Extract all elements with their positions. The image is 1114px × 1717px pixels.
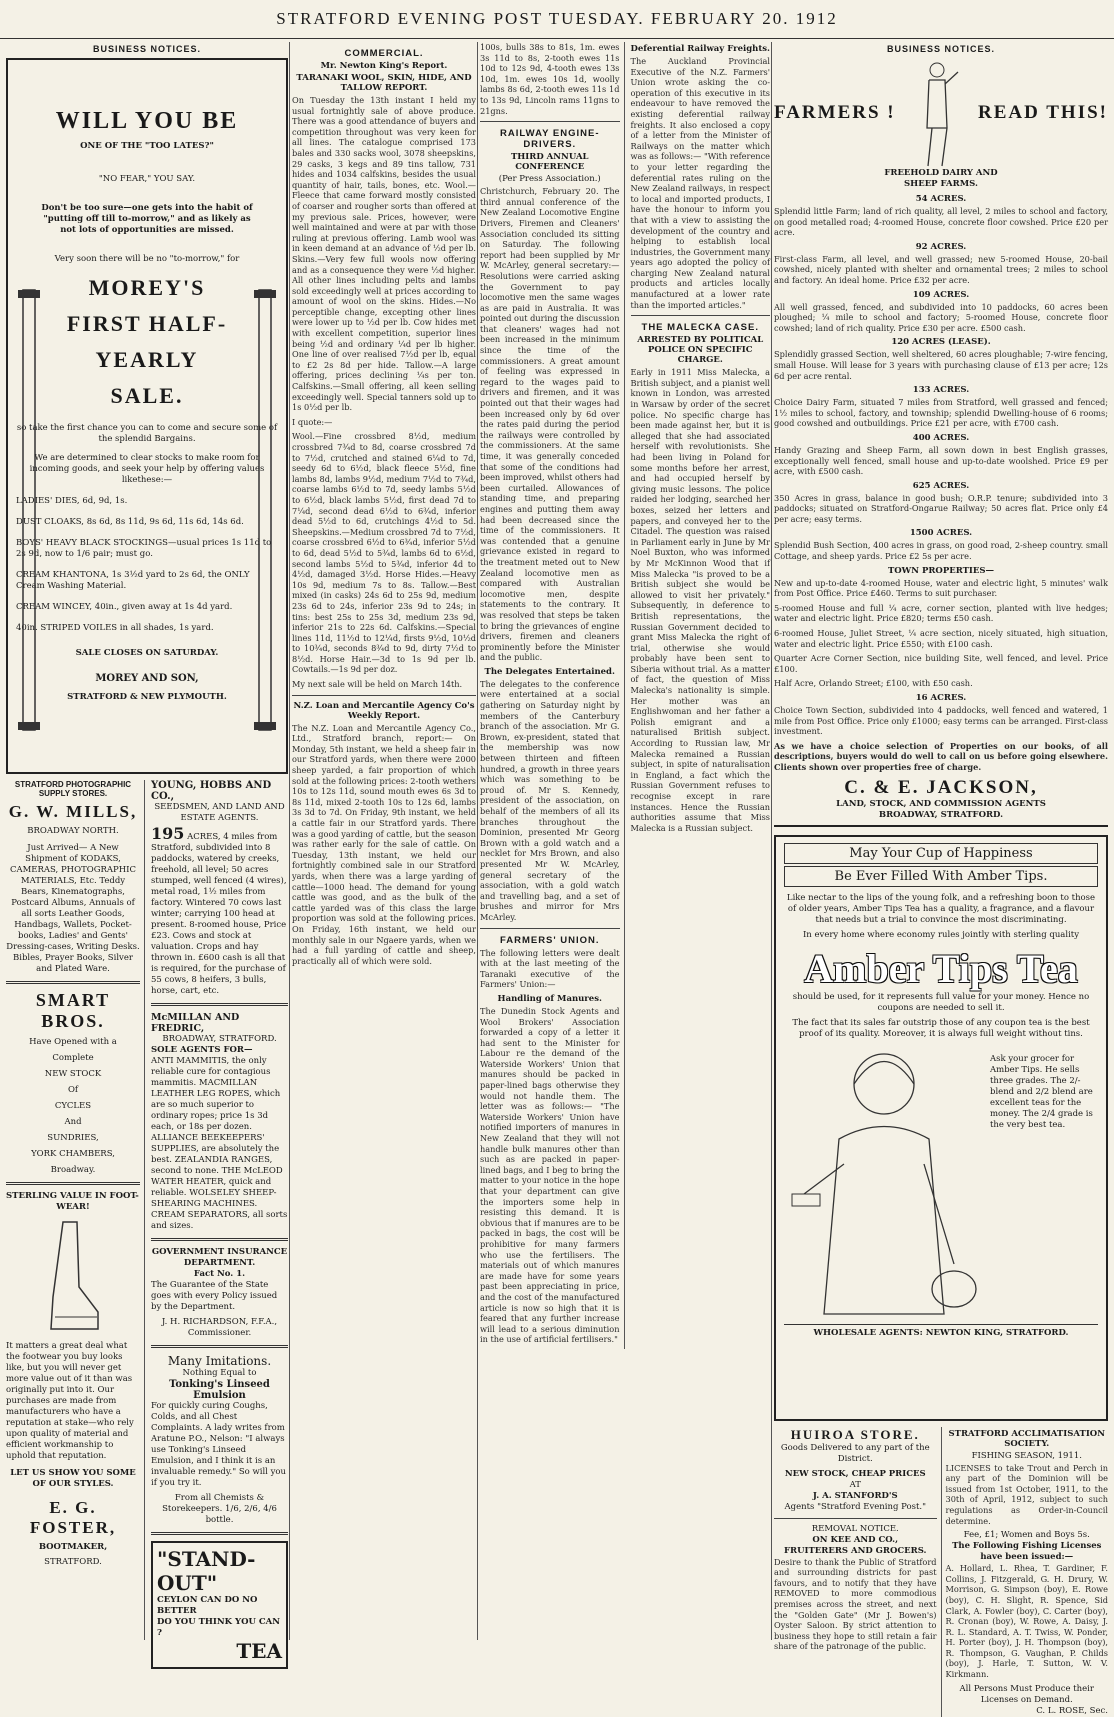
morey-no-fear: "NO FEAR," YOU SAY.	[98, 174, 196, 184]
column-rule	[771, 42, 772, 1640]
smart-line: Broadway.	[50, 1165, 96, 1175]
pillar-right-icon	[250, 290, 280, 730]
accl-head: STRATFORD ACCLIMATISATION SOCIETY.	[948, 1428, 1105, 1449]
town-item: 6-roomed House, Juliet Street, ¼ acre section, nicely situated, high situation, water and electric light. Price £550; with £100 cash.	[774, 628, 1108, 649]
listing-desc: 350 Acres in grass, balance in good bush; O.R.P. tenure; subdivided into 3 paddocks; situated on Stratford-Ongarue Railway; 50 acres flat. Price only £4 per acre; easy terms.	[774, 492, 1108, 524]
morey-items	[16, 496, 278, 634]
morey-advert	[6, 58, 288, 774]
accl-fee: Fee, £1; Women and Boys 5s.	[963, 1530, 1090, 1541]
smart-name: SMART BROS.	[35, 990, 111, 1031]
malecka-head: THE MALECKA CASE.	[641, 322, 759, 334]
farmers-body: The following letters were dealt with at the last meeting of the Taranaki executive of the Farmers' Union:—	[480, 947, 620, 990]
morey-warn: Don't be too sure—one gets into the habit of "putting off till to-morrow," and as likely as not lots of opportunities are missed.	[41, 203, 253, 235]
govt-role: Commissioner.	[187, 1328, 252, 1338]
foster-show: LET US SHOW YOU SOME OF OUR STYLES.	[10, 1468, 136, 1489]
column-4	[774, 42, 1109, 1716]
railway-sub: THIRD ANNUAL CONFERENCE	[510, 152, 589, 173]
morey-item: CREAM KHANTONA, 1s 3½d yard to 2s 6d, the ONLY Cream Washing Material.	[16, 570, 250, 591]
railway-body: Christchurch, February 20. The third annual conference of the New Zealand Locomotive Engine Drivers, Firemen and Cleaners' Association concluded its sitting on Saturday. The following report had been supplied by Mr W. McArley, general secretary:— Resolutions were carried asking the Government to pay locomotive men the same wages as are paid in Australia. It was pointed out during the discussion that cleaners' wages had not been increased in the minimum since the time of the commissioners. A great amount of feeling was expressed in regard to the wages paid to drivers and firemen, and it was pointed out that their wages had been increased only by 6d over the rates paid during the period the railways were controlled by the commissioners. At the same time, it was generally conceded that some of the conditions had been improved, whilst others had been curtailed. Allowances of standing time, and preparing engines and putting them away had been decreased since the time of the commissioners. It was contended that a genuine grievance existed in regard to the treatment meted out to New Zealand locomotive men as compared with Australian locomotive men, despite statements to the contrary. It was resolved that steps be taken to bring the grievances of engine drivers, firemen and cleaners prominently before the Minister and the public.	[480, 186, 620, 663]
tonking-from: From all Chemists & Storekeepers. 1/6, 2/6, 4/6 bottle.	[162, 1493, 277, 1525]
amber-every: In every home where economy rules jointly with sterling quality	[802, 929, 1080, 940]
town-item: New and up-to-date 4-roomed House, water and electric light, 5 minutes' walk from Post Office. Price £460. Terms to suit purchaser.	[774, 577, 1108, 599]
young-name: YOUNG, HOBBS AND CO.,	[151, 780, 272, 802]
mcmillan-body: ANTI MAMMITIS, the only reliable cure for contagious mammitis. MACMILLAN LEATHER LEG ROPES, which are so much superior to ordinary ropes; price 1s 3d each, or 18s per dozen. ALLIANCE BEEKEEPERS' SUPPLIES, are absolutely the best. ZEALANDIA RANGES, second to none. THE McLEOD WATER HEATER, quick and reliable. WOLSELEY SHEEP-SHEARING MACHINES. CREAM SEPARATORS, all sorts and sizes.	[151, 1056, 288, 1231]
column-rule	[289, 42, 290, 1640]
amber-tips-advert	[774, 835, 1108, 1421]
commercial-body: On Tuesday the 13th instant I held my usual fortnightly sale of above produce. There was a good attendance of buyers and competition throughout was very keen for all lines. The catalogue comprised 173 bales and 330 sacks wool, 3078 sheepskins, 29 casks, 3 kegs and 89 tins tallow, 731 hides and 1034 calfskins, besides the usual quantity of hair, tails, bones, etc. Wool.—Fleece that came forward mostly consisted of coarser and rougher sorts than offered at my previous sale. Prices, however, were well maintained and were at par with those ruling at previous offering. Lamb wool was in keen demand at an advance of ½d per lb. Skins.—Very few full wools now offering and as a consequence they were ½d higher. All other lines including pelts and lambs sold exceedingly well at prices according to amount of wool on the skins. Hides.—No perceptible change, excepting other lines were lower up to ½d per lb. Cow hides met with excellent competition, superior lines being ½d and ordinary ¼d per lb higher. One line of over realised 7½d per lb, equal to £2 2s 8d per hide. Tallow.—A large offering, prices declining ¼s per ton. Calfskins.—Small offering, all keen selling exceedingly well. Special tanners sold up to 1s 0½d per lb.	[292, 95, 476, 413]
mcmillan-name: McMILLAN AND FREDRIC,	[151, 1012, 240, 1034]
listing-acres: 400 ACRES.	[912, 432, 970, 443]
malecka-body: Early in 1911 Miss Malecka, a British subject, and a pianist well known in London, was arrested in Warsaw by order of the secret police. No specific charge has been made against her, but it is alleged that she had associated herself with revolutionists. She had been living in Poland for some months before her arrest, and had occupied herself by giving music lessons. The police raided her lodging, searched her boxes, seized her letters and papers, and conveyed her to the Citadel. The question was raised in Parliament early in June by Mr Noel Buxton, who was informed by Mr McKinnon Wood that if Miss Malecka "is proved to be a British subject she would be allowed to visit her privately." Subsequently, in deference to British representations, the Russian Government decided to grant Miss Malecka the right of trial, otherwise she would probably have been sent to Siberia without trial. As a matter of fact, the question of Miss Malecka's nationality is simple. Her mother was an Englishwoman and her father a Polish emigrant and a naturalised British subject. According to Russian law, Mr Malecka remained a Russian subject, in spite of naturalisation in England, a fact which the Russian Government refuses to recognise except in rare instances. Hence the Russian authorities assume that Miss Malecka is a Russian subject.	[630, 367, 770, 833]
railway-head: RAILWAY ENGINE-DRIVERS.	[500, 128, 600, 151]
morey-determined: We are determined to clear stocks to make room for incoming goods, and seek your help by offering values likethese:—	[29, 453, 265, 485]
accl-footer: All Persons Must Produce their Licenses on Demand.	[959, 1683, 1094, 1705]
onkee-trade: FRUITERERS AND GROCERS.	[783, 1545, 927, 1556]
govt-fact: Fact No. 1.	[193, 1269, 246, 1279]
smart-line: SUNDRIES,	[47, 1133, 99, 1143]
govt-head: GOVERNMENT INSURANCE DEPARTMENT.	[151, 1247, 288, 1268]
morey-item: LADIES' DIES, 6d, 9d, 1s.	[16, 496, 128, 506]
young-body: ACRES, 4 miles from Stratford, subdivided into 8 paddocks, watered by creeks, freehold, all level; 50 acres stumped, well fenced (4 wires), metal road, 1½ miles from factory. Wintered 70 cows last winter; carrying 100 head at present. 8-roomed house, Price £23. Cows and stock at valuation. Crops and hay thrown in. £600 cash is all that is required, for the purchase of 55 cows, 8 heifers, 3 bulls, horse, cart, etc.	[151, 832, 287, 996]
railway-assoc: (Per Press Association.)	[498, 174, 601, 185]
listing-desc: Splendidly grassed Section, well sheltered, 60 acres ploughable; 7-wire fencing, small House. Will lease for 3 years with purchasing clause of £13 per acre; 12s 6d per acre rental.	[774, 349, 1109, 381]
mills-kicker: STRATFORD PHOTOGRAPHIC SUPPLY STORES.	[14, 780, 132, 798]
listing-desc: All well grassed, fenced, and subdivided into 10 paddocks, 60 acres been ploughed; ¼ mile to school and factory; 5-roomed House, concrete floor cowshed; land of rich quality. Price £30 per acre. £500 cash.	[774, 301, 1108, 333]
farmers-sub: Handling of Manures.	[497, 993, 602, 1004]
smart-line: And	[64, 1117, 82, 1127]
listing-acres: 54 ACRES.	[915, 194, 967, 204]
amber-line-1: May Your Cup of Happiness	[784, 843, 1098, 864]
listing-desc: Splendid Bush Section, 400 acres in grass, on good road, 2-sheep country. small Cottage, and sheep yards. Price £2 5s per acre.	[774, 540, 1108, 562]
huiroa-agents: Agents "Stratford Evening Post."	[784, 1501, 926, 1512]
commercial-sub2: TARANAKI WOOL, SKIN, HIDE, AND TALLOW REPORT.	[296, 73, 472, 93]
morey-sub: ONE OF THE "TOO LATES?"	[80, 141, 214, 151]
standout-think: DO YOU THINK YOU CAN ?	[157, 1617, 281, 1638]
smart-line: CYCLES	[54, 1101, 92, 1111]
listing-acres: 1500 ACRES.	[909, 528, 973, 539]
removal-notice: REMOVAL NOTICE.	[811, 1523, 899, 1534]
listing-acres: 92 ACRES.	[915, 241, 967, 252]
farmers-body2: The Dunedin Stock Agents and Wool Brokers' Association forwarded a copy of a letter it had sent to the Minister for Labour re the demand of the Waterside Workers' Union that manures should be packed in paper-lined bags otherwise they would not handle them. The letter was as follows:— "The Waterside Workers' Union have notified importers of manures in New Zealand that they will not handle bulk manures other than such as are packed in paper-lined bags, and I beg to bring the matter to your notice in the hope that your department can give the importers some help in resisting this demand. It is obvious that if manures are to be packed in bags, the cost will be prohibitive for many farmers who use the fertilisers. The materials out of which manures are made have for some years past been appreciating in price, and the cost of the manufactured article is now so high that it is feared that any further increase will lead to a serious diminution in the use of artificial fertilisers."	[480, 1005, 620, 1345]
commercial-head: COMMERCIAL.	[344, 48, 424, 59]
malecka-sub: ARRESTED BY POLITICAL POLICE ON SPECIFIC CHARGE.	[637, 335, 764, 366]
morey-headline: WILL YOU BE	[55, 108, 239, 134]
jackson-read: READ THIS!	[978, 102, 1108, 123]
onkee-body: Desire to thank the Public of Stratford and surrounding districts for past favours, and to notify that they have REMOVED to more commodious premises across the street, and next the "Golden Gate" (Mr J. Bowen's) Oyster Saloon. By strict attention to business they hope to still retain a fair share of the patronage of the public.	[774, 1556, 937, 1652]
man-pointing-illustration-icon	[915, 58, 959, 168]
morey-soon: Very soon there will be no "to-morrow," for	[54, 254, 240, 264]
mills-name: G. W. MILLS,	[8, 802, 138, 821]
morey-towns: STRATFORD & NEW PLYMOUTH.	[67, 692, 227, 702]
jackson-sub-1: FREEHOLD DAIRY AND	[884, 168, 998, 178]
accl-names: A. Hollard, L. Rhea, T. Gardiner, F. Collins, J. Fitzgerald, G. H. Drury, W. Morrison, G. Simpson (boy), E. Rowe (boy), C. H. Slight, R. Spence, Sid Clark, A. Fowler (boy), C. Carter (boy), R. Cronan (boy), W. Rowe, A. Daisy, J. R. L. Standard, A. T. Twiss, W. Ponder, H. Porter (boy), J. H. Thompson (boy), R. Thompson, G. Vaughan, P. Childs (boy), J. Harle, T. Sutton, W. V. Kirkmann.	[945, 1563, 1108, 1680]
huiroa-name: J. A. STANFORD'S	[812, 1490, 898, 1501]
standout-stand: "STAND-	[157, 1547, 256, 1571]
jackson-advert	[774, 58, 1108, 827]
acres16-desc: Choice Town Section, subdivided into 4 paddocks, well fenced and watered, 1 mile from Post Office. Price only £1000; easy terms can be arranged. First-class investment.	[774, 705, 1108, 737]
young-num: 195	[151, 824, 185, 843]
nz-loan-body: The N.Z. Loan and Mercantile Agency Co., Ltd., Stratford branch, report:— On Monday, 5th instant, we held a sheep fair in our Stratford yards, when there were 2000 sheep yarded, a fair proportion of which sold at the following prices: 2-tooth wethers 10s to 12s 11d, sound mouth ewes 6s 3d to 8s 11d, mixed 2-tooth 10s to 12s 6d, lambs 3s 3d to 7d. On Friday, 9th instant, we held a cattle fair in our Stratford yards. There was a good yarding of cattle, but the season was rather early for the sale of cattle. On Tuesday, 13th instant, we held our fortnightly combined sale in our Stratford yards, when there was a large yarding of cattle—1000 head. The demand for young cattle was good, and as the bulk of the cattle yarded was of this class the large proportion was sold at the following prices. On Friday, 16th instant, we held our monthly sale in our Ngaere yards, when we had a full yarding of cattle and sheep, practically all of which were sold.	[292, 722, 476, 966]
amber-ask: Ask your grocer for Amber Tips. He sells three grades. The 2/- blend and 2/2 blend are excellent teas for the money. The 2/4 grade is the very best tea.	[990, 1053, 1093, 1130]
morey-item: DUST CLOAKS, 8s 6d, 8s 11d, 9s 6d, 11s 6d, 14s 6d.	[16, 517, 244, 527]
mills-body: Just Arrived— A New Shipment of KODAKS, CAMERAS, PHOTOGRAPHIC MATERIALS, Etc. Teddy Bears, Kinematographs, Postcard Albums, Annuals of all sorts Leather Goods, Handbags, Wallets, Pocket-books, Ladies' and Gents' Dressing-cases, Writing Desks. Bibles, Prayer Books, Silver and Plated Ware.	[6, 843, 140, 974]
morey-title-4: SALE.	[110, 383, 184, 408]
foster-head-2: WEAR!	[56, 1202, 90, 1212]
foster-town: STRATFORD.	[44, 1557, 102, 1567]
smart-lines	[6, 1037, 140, 1176]
tonking-head: Many Imitations.	[167, 1354, 272, 1368]
railway-body2: The delegates to the conference were entertained at a social gathering on Saturday night by members of the Canterbury branch of the association. Mr G. Brown, ex-president, stated that the membership was now between thirteen and fifteen hundred, a growth in three years which was something to be proud of. Mr S. Kennedy, president of the association, on behalf of the members of all its branches throughout the Dominion, presented Mr Georg Brown with a gold watch and a necklet for Mrs Brown, and also presented Mr W. McArley, general secretary of the association, with a gold watch and travelling bag, and a set of brushes and mirror for Mrs McArley.	[480, 678, 620, 922]
accl-sec: C. L. ROSE, Sec.	[1036, 1705, 1108, 1716]
huiroa-head: HUIROA STORE.	[790, 1426, 920, 1442]
amber-should: should be used, for it represents full value for your money. Hence no coupons are needed to sell it.	[792, 991, 1090, 1013]
morey-closes: SALE CLOSES ON SATURDAY.	[75, 648, 219, 658]
town-head: TOWN PROPERTIES—	[887, 565, 995, 576]
business-notices-header-right: BUSINESS NOTICES.	[886, 44, 995, 54]
morey-firm: MOREY AND SON,	[95, 673, 199, 684]
morey-title-1: MOREY'S	[88, 275, 206, 300]
onkee-firm: ON KEE AND CO.,	[812, 1534, 899, 1545]
amber-line-2: Be Ever Filled With Amber Tips.	[784, 866, 1098, 887]
railway-delegates: The Delegates Entertained.	[484, 666, 615, 677]
listing-acres: 120 ACRES (LEASE).	[891, 337, 991, 348]
foster-body: It matters a great deal what the footwear you buy looks like, but you will never get more value out of it than was originally put into it. Our purchases are made from manufacturers who have a reputation at stake—who rely upon quality of material and efficient workmanship to uphold that reputation.	[6, 1341, 134, 1461]
standout-ceylon: CEYLON CAN DO NO BETTER	[157, 1595, 258, 1616]
smart-line: Complete	[52, 1053, 94, 1063]
amber-name: Amber Tips Tea	[804, 945, 1078, 991]
listing-acres: 109 ACRES.	[912, 289, 970, 300]
jackson-note: As we have a choice selection of Properties on our books, of all descriptions, buyers would do well to call on us before going elsewhere. Clients shown over properties free of charge.	[774, 740, 1108, 772]
woman-pouring-tea-illustration-icon	[784, 1044, 984, 1324]
deferential-body: The Auckland Provincial Executive of the N.Z. Farmers' Union wrote asking the co-operation of this executive in its endeavour to have removed the existing deferential railway freights. It also enclosed a copy of a letter from the Minister of Railways on the matter which was as follows:— "With reference to your letter regarding the deferential rates ruling on the New Zealand railways, in respect to local and imported products, I have the honour to inform you that with a view to assisting the development of the country and helping to establish local industries, the Government many years ago adopted the policy of charging New Zealand natural products and articles locally manufactured at a lower rate than the imported articles."	[630, 56, 770, 310]
foster-trade: BOOTMAKER,	[38, 1542, 108, 1552]
huiroa-at: AT	[849, 1479, 861, 1490]
mcmillan-sole: SOLE AGENTS FOR—	[151, 1045, 253, 1055]
jackson-farmers: FARMERS !	[774, 102, 896, 123]
smart-line: Of	[67, 1085, 79, 1095]
column-1	[6, 42, 288, 1663]
business-notices-header: BUSINESS NOTICES.	[92, 44, 201, 54]
masthead: STRATFORD EVENING POST TUESDAY. FEBRUARY 20. 1912	[0, 0, 1114, 39]
jackson-trade: LAND, STOCK, AND COMMISSION AGENTS	[836, 798, 1046, 809]
govt-agent: J. H. RICHARDSON, F.F.A.,	[161, 1317, 278, 1327]
foster-name: E. G. FOSTER,	[29, 1498, 117, 1537]
smart-line: Have Opened with a	[29, 1037, 117, 1047]
boot-illustration-icon	[43, 1217, 103, 1337]
pillar-left-icon	[14, 290, 44, 730]
tonking-name: Tonking's Linseed Emulsion	[169, 1379, 270, 1401]
deferential-head: Deferential Railway Freights.	[630, 44, 771, 54]
smart-line: YORK CHAMBERS,	[31, 1149, 115, 1159]
amber-quote: Like nectar to the lips of the young folk, and a refreshing boon to those of older years, Amber Tips Tea has a quality, a fragrance, and a flavour that needs but a trial to convince the most discriminating.	[786, 892, 1096, 925]
jackson-firm: C. & E. JACKSON,	[844, 776, 1038, 798]
commercial-quote: I quote:—	[292, 416, 333, 427]
town-item: Half Acre, Orlando Street; £100, with £50 cash.	[774, 678, 973, 689]
foster-head-1: STERLING VALUE IN FOOT-	[6, 1191, 139, 1201]
amber-fact: The fact that its sales far outstrip those of any coupon tea is the best proof of its quality. Moreover, it is always full weight without tins.	[792, 1017, 1090, 1039]
amber-wholesale: WHOLESALE AGENTS: NEWTON KING, STRATFORD.	[784, 1324, 1098, 1339]
standout-out: OUT"	[157, 1571, 218, 1595]
listing-desc: Splendid little Farm; land of rich quality, all level, 2 miles to school and factory, on good metalled road; 4-roomed House, concrete floor cowshed. Price £20 per acre.	[774, 206, 1108, 238]
acres16-head: 16 ACRES.	[915, 693, 967, 703]
listing-acres: 133 ACRES.	[912, 385, 970, 396]
listing-desc: Choice Dairy Farm, situated 7 miles from Stratford, well grassed and fenced; 1½ miles to school, factory, and township; splendid Dwelling-house of 6 rooms; good cowshed and outbuildings. Price £21 per acre, with £700 cash.	[774, 397, 1108, 429]
standout-advert	[151, 1541, 288, 1669]
col3-top-text: 100s, bulls 38s to 81s, 1m. ewes 3s 11d to 8s, 2-tooth ewes 11s 10d to 12s 9d, 4-tooth ewes 13s 10d, 1m. ewes 10s 1d, woolly lambs 8s 6d, 2-tooth ewes 11s 1d to 13s 9d, Lincoln rams 11gns to 21gns.	[480, 42, 620, 116]
tonking-body: For quickly curing Coughs, Colds, and all Chest Complaints. A lady writes from Aratune P.O., Nelson: "I always use Tonking's Linseed Emulsion, and I think it is an invaluable remedy." So will you if you try it.	[151, 1401, 286, 1488]
accl-issued: The Following Fishing Licenses have been issued:—	[952, 1541, 1102, 1563]
town-item: Quarter Acre Corner Section, nice building Site, well fenced, and level. Price £100.	[774, 653, 1108, 674]
huiroa-goods: Goods Delivered to any part of the District.	[780, 1442, 930, 1464]
listing-acres: 625 ACRES.	[912, 480, 970, 491]
morey-item: 40in. STRIPED VOILES in all shades, 1s yard.	[16, 623, 214, 633]
standout-tea: TEA	[236, 1639, 282, 1663]
morey-take: so take the first chance you can to come and secure some of the splendid Bargains.	[16, 423, 278, 444]
govt-body: The Guarantee of the State goes with every Policy issued by the Department.	[151, 1280, 278, 1312]
jackson-sub-2: SHEEP FARMS.	[904, 179, 978, 189]
column-rule	[477, 42, 478, 1640]
commercial-sub: Mr. Newton King's Report.	[320, 61, 448, 71]
farmers-head: FARMERS' UNION.	[499, 934, 600, 946]
column-2	[292, 42, 476, 1640]
morey-item: CREAM WINCEY, 40in., given away at 1s 4d yard.	[16, 602, 233, 612]
column-3	[480, 42, 770, 1640]
mills-addr: BROADWAY NORTH.	[27, 826, 119, 836]
morey-item: BOYS' HEAVY BLACK STOCKINGS—usual prices 1s 11d to 2s 9d, now to 1/6 pair; must go.	[16, 538, 272, 559]
jackson-addr: BROADWAY, STRATFORD.	[878, 809, 1004, 820]
smart-line: NEW STOCK	[44, 1069, 102, 1079]
jackson-listing	[774, 194, 1108, 562]
mcmillan-addr: BROADWAY, STRATFORD.	[162, 1034, 277, 1044]
commercial-next: My next sale will be held on March 14th.	[292, 679, 463, 690]
morey-title-2: FIRST HALF-	[66, 311, 228, 336]
listing-desc: First-class Farm, all level, and well grassed; new 5-roomed House, 20-bail cowshed, nicely planted with shelter and ornamental trees; 2 miles to school and factory. An ideal home. Price £32 per acre.	[774, 253, 1108, 285]
accl-season: FISHING SEASON, 1911.	[971, 1450, 1082, 1461]
town-item: 5-roomed House and full ¼ acre, corner section, planted with live hedges; water and electric light. Price £820; terms £50 cash.	[774, 602, 1108, 624]
morey-title-3: YEARLY	[95, 347, 199, 372]
listing-desc: Handy Grazing and Sheep Farm, all sown down in best English grasses, exceptionally well fenced, small house and up-to-date woolshed. Price £9 per acre, with £500 cash.	[774, 444, 1108, 477]
commercial-body2: Wool.—Fine crossbred 8½d, medium crossbred 7¾d to 8d, coarse crossbred 7d to 7½d, crutched and stained 6¼d to 7d, seedy 6d to 6½d, black fleece 5½d, fine lambs 8d, lambs 9½d, medium 7½d to 7¾d, coarse lambs 6½d to 7d, seedy lambs 5½d to 6½d, black lambs 5½d, first dead 7d to 7¼d, second dead 6½d to 6¾d, inferior dead 5½d to 6d, crutchings 4½d to 5d. Sheepskins.—Medium crossbred 7d to 7½d, coarse crossbred 6½d to 6¾d, inferior 5½d to 6d, dead 5½d to 5¾d, lambs 6d to 6½d, second lambs 5½d to 5¾d, inferior 4d to 4½d, damaged 3½d. Horse Hides.—Heavy 10s 9d, medium 7s to 8s. Tallow.—Best mixed (in casks) 24s 6d to 25s 9d, medium 23s 6d to 24s, inferior 23s 9d to 24s; in tins: best 25s to 25s 3d, medium 23s 9d, inferior 21s to 22s 6d. Calfskins.—Special lines 11d, 11½d to 12¼d, firsts 9½d, 10½d to 10¾d, seconds 8¾d to 9d, dirty 7½d to 8½d. Horse Hair.—3d to 1s 9d per lb. Cowtails.—1s 9d per doz.	[292, 431, 476, 675]
nz-loan-head: N.Z. Loan and Mercantile Agency Co's Weekly Report.	[293, 700, 475, 721]
young-trade: SEEDSMEN, AND LAND AND ESTATE AGENTS.	[154, 802, 285, 823]
accl-body: LICENSES to take Trout and Perch in any part of the Dominion will be issued from 1st October, 1911, to the 30th of April, 1912, subject to such regulations as Order-in-Council determine.	[945, 1462, 1108, 1526]
huiroa-stock: NEW STOCK, CHEAP PRICES	[784, 1468, 926, 1479]
tonking-nothing: Nothing Equal to	[182, 1368, 257, 1378]
